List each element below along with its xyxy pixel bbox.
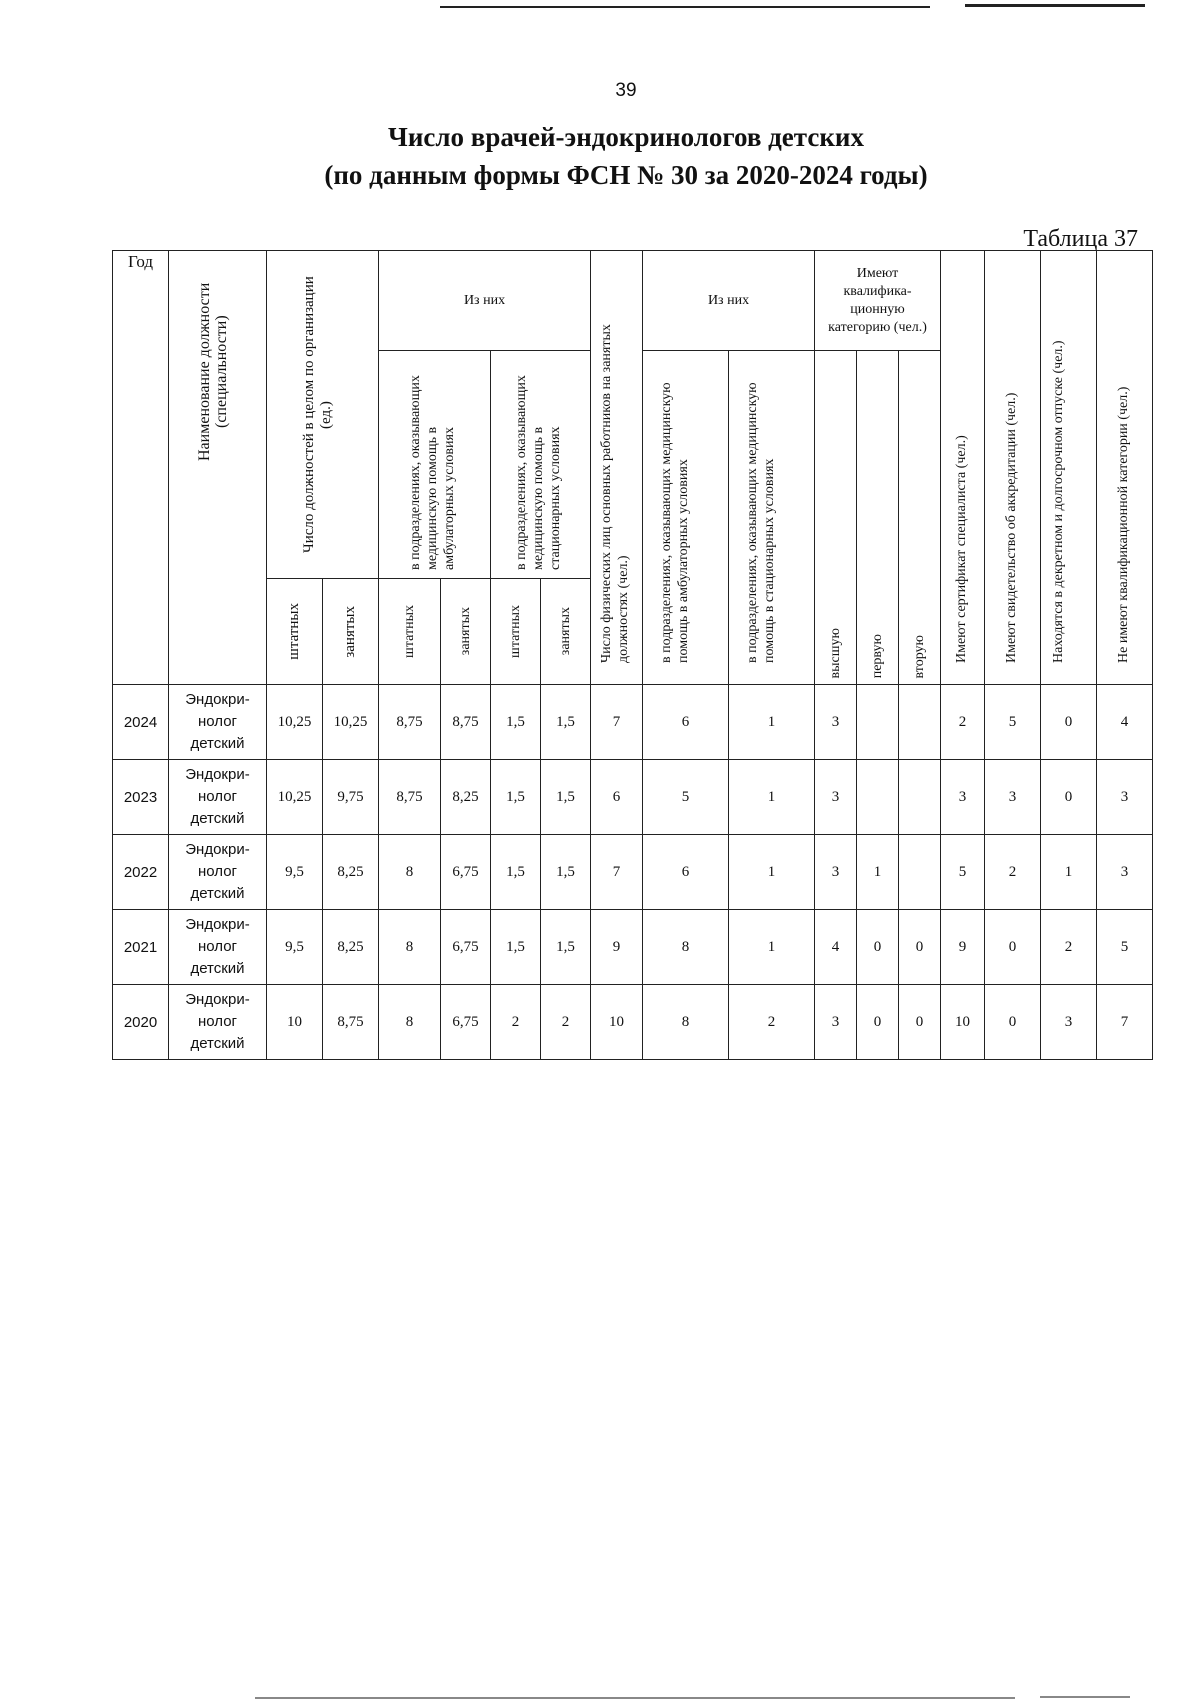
value-cell bbox=[857, 685, 899, 760]
value-cell: 10 bbox=[267, 985, 323, 1060]
value-cell: 10 bbox=[941, 985, 985, 1060]
value-cell: 1,5 bbox=[541, 910, 591, 985]
value-cell: 2 bbox=[729, 985, 815, 1060]
header-highest: высшую bbox=[815, 351, 857, 685]
scan-edge-line bbox=[440, 6, 930, 8]
position-name-cell bbox=[169, 910, 267, 985]
table-row bbox=[113, 985, 1153, 1060]
value-cell: 0 bbox=[857, 910, 899, 985]
value-cell: 0 bbox=[985, 910, 1041, 985]
value-cell: 1,5 bbox=[491, 910, 541, 985]
year-cell: 2020 bbox=[113, 985, 169, 1060]
value-cell bbox=[857, 760, 899, 835]
value-cell: 8,75 bbox=[379, 760, 441, 835]
position-name-cell bbox=[169, 760, 267, 835]
value-cell: 8 bbox=[643, 985, 729, 1060]
header-phys-stationary: в подразделениях, оказывающих медицинскую помощь в стационарных условиях bbox=[729, 351, 815, 685]
value-cell: 0 bbox=[899, 985, 941, 1060]
header-year: Год bbox=[113, 251, 169, 685]
value-cell: 3 bbox=[1041, 985, 1097, 1060]
value-cell bbox=[899, 835, 941, 910]
value-cell: 0 bbox=[1041, 760, 1097, 835]
value-cell: 5 bbox=[941, 835, 985, 910]
value-cell: 7 bbox=[591, 835, 643, 910]
position-name-cell bbox=[169, 985, 267, 1060]
position-name-line: нолог bbox=[197, 1013, 238, 1030]
value-cell: 3 bbox=[985, 760, 1041, 835]
value-cell: 4 bbox=[1097, 685, 1153, 760]
value-cell: 0 bbox=[985, 985, 1041, 1060]
header-accreditation: Имеют свидетельство об аккредитации (чел.) bbox=[985, 251, 1041, 685]
value-cell: 8 bbox=[379, 910, 441, 985]
position-name-line: Эндокри- bbox=[185, 841, 250, 858]
data-table bbox=[112, 250, 1153, 1060]
header-certificate: Имеют сертификат специалиста (чел.) bbox=[941, 251, 985, 685]
value-cell: 5 bbox=[985, 685, 1041, 760]
position-name-line: нолог bbox=[197, 863, 238, 880]
header-stationary: в подразделениях, оказывающих медицинскую помощь в стационарных условиях bbox=[491, 351, 591, 579]
value-cell: 3 bbox=[815, 760, 857, 835]
value-cell: 2 bbox=[941, 685, 985, 760]
value-cell: 1 bbox=[729, 760, 815, 835]
value-cell: 1,5 bbox=[491, 835, 541, 910]
header-second: вторую bbox=[899, 351, 941, 685]
year-cell: 2024 bbox=[113, 685, 169, 760]
value-cell: 7 bbox=[591, 685, 643, 760]
value-cell: 10 bbox=[591, 985, 643, 1060]
scan-edge-line bbox=[965, 4, 1145, 7]
value-cell: 6 bbox=[643, 685, 729, 760]
value-cell: 6,75 bbox=[441, 910, 491, 985]
page-title bbox=[0, 118, 1200, 194]
value-cell: 5 bbox=[1097, 910, 1153, 985]
value-cell: 2 bbox=[985, 835, 1041, 910]
table-label: Таблица 37 bbox=[1023, 226, 1138, 252]
value-cell: 1 bbox=[729, 685, 815, 760]
value-cell: 8 bbox=[643, 910, 729, 985]
position-name-line: нолог bbox=[197, 938, 238, 955]
value-cell: 3 bbox=[815, 985, 857, 1060]
value-cell: 7 bbox=[1097, 985, 1153, 1060]
value-cell: 1 bbox=[1041, 835, 1097, 910]
value-cell: 8,25 bbox=[323, 835, 379, 910]
year-cell: 2021 bbox=[113, 910, 169, 985]
table-row bbox=[113, 910, 1153, 985]
position-name-cell bbox=[169, 835, 267, 910]
position-name-line: Эндокри- bbox=[185, 991, 250, 1008]
value-cell: 8,75 bbox=[379, 685, 441, 760]
header-occupied: занятых bbox=[323, 579, 379, 685]
value-cell: 9,5 bbox=[267, 910, 323, 985]
header-position-name: Наименование должности (специальности) bbox=[169, 251, 267, 685]
value-cell: 1,5 bbox=[491, 760, 541, 835]
value-cell: 3 bbox=[1097, 760, 1153, 835]
header-of-them-1: Из них bbox=[379, 251, 591, 351]
value-cell: 2 bbox=[541, 985, 591, 1060]
header-ambulatory: в подразделениях, оказывающих медицинскую помощь в амбулаторных условиях bbox=[379, 351, 491, 579]
value-cell bbox=[899, 685, 941, 760]
value-cell: 4 bbox=[815, 910, 857, 985]
value-cell: 8 bbox=[379, 835, 441, 910]
table-row bbox=[113, 835, 1153, 910]
position-name-line: детский bbox=[190, 810, 245, 827]
position-name-line: Эндокри- bbox=[185, 691, 250, 708]
value-cell: 0 bbox=[857, 985, 899, 1060]
header-staff: штатных bbox=[379, 579, 441, 685]
value-cell: 1,5 bbox=[541, 685, 591, 760]
value-cell: 3 bbox=[941, 760, 985, 835]
value-cell: 6 bbox=[643, 835, 729, 910]
value-cell: 6,75 bbox=[441, 985, 491, 1060]
header-leave: Находятся в декретном и долгосрочном отпуске (чел.) bbox=[1041, 251, 1097, 685]
value-cell: 6,75 bbox=[441, 835, 491, 910]
year-cell: 2022 bbox=[113, 835, 169, 910]
value-cell bbox=[899, 760, 941, 835]
value-cell: 0 bbox=[1041, 685, 1097, 760]
value-cell: 8,75 bbox=[323, 985, 379, 1060]
position-name-line: нолог bbox=[197, 788, 238, 805]
value-cell: 8,25 bbox=[323, 910, 379, 985]
header-of-them-2: Из них bbox=[643, 251, 815, 351]
value-cell: 1 bbox=[729, 910, 815, 985]
header-first: первую bbox=[857, 351, 899, 685]
title-line-1: Число врачей-эндокринологов детских bbox=[388, 122, 864, 152]
value-cell: 1,5 bbox=[541, 760, 591, 835]
year-cell: 2023 bbox=[113, 760, 169, 835]
value-cell: 8,25 bbox=[441, 760, 491, 835]
position-name-cell bbox=[169, 685, 267, 760]
title-line-2: (по данным формы ФСН № 30 за 2020-2024 годы) bbox=[324, 160, 928, 190]
value-cell: 10,25 bbox=[323, 685, 379, 760]
value-cell: 3 bbox=[815, 685, 857, 760]
value-cell: 8 bbox=[379, 985, 441, 1060]
value-cell: 10,25 bbox=[267, 760, 323, 835]
table-row bbox=[113, 760, 1153, 835]
header-staff: штатных bbox=[491, 579, 541, 685]
value-cell: 9,75 bbox=[323, 760, 379, 835]
header-staff: штатных bbox=[267, 579, 323, 685]
value-cell: 1,5 bbox=[491, 685, 541, 760]
position-name-line: Эндокри- bbox=[185, 766, 250, 783]
header-occupied: занятых bbox=[541, 579, 591, 685]
position-name-line: Эндокри- bbox=[185, 916, 250, 933]
value-cell: 2 bbox=[491, 985, 541, 1060]
header-positions-total: Число должностей в целом по организации (ед.) bbox=[267, 251, 379, 579]
value-cell: 1,5 bbox=[541, 835, 591, 910]
value-cell: 1 bbox=[857, 835, 899, 910]
scan-edge-line bbox=[255, 1697, 1015, 1699]
scan-edge-line bbox=[1040, 1696, 1130, 1698]
position-name-line: детский bbox=[190, 960, 245, 977]
header-occupied: занятых bbox=[441, 579, 491, 685]
position-name-line: детский bbox=[190, 735, 245, 752]
value-cell: 8,75 bbox=[441, 685, 491, 760]
table-row bbox=[113, 685, 1153, 760]
value-cell: 3 bbox=[815, 835, 857, 910]
value-cell: 9,5 bbox=[267, 835, 323, 910]
value-cell: 9 bbox=[941, 910, 985, 985]
header-category: Имеют квалифика-ционную категорию (чел.) bbox=[815, 251, 941, 351]
position-name-line: детский bbox=[190, 1035, 245, 1052]
header-no-category: Не имеют квалификационной категории (чел.) bbox=[1097, 251, 1153, 685]
value-cell: 3 bbox=[1097, 835, 1153, 910]
header-physical-persons: Число физических лиц основных работников на занятых должностях (чел.) bbox=[591, 251, 643, 685]
value-cell: 10,25 bbox=[267, 685, 323, 760]
value-cell: 1 bbox=[729, 835, 815, 910]
value-cell: 0 bbox=[899, 910, 941, 985]
page-number: 39 bbox=[615, 80, 637, 101]
value-cell: 6 bbox=[591, 760, 643, 835]
header-phys-ambulatory: в подразделениях, оказывающих медицинскую помощь в амбулаторных условиях bbox=[643, 351, 729, 685]
value-cell: 9 bbox=[591, 910, 643, 985]
position-name-line: детский bbox=[190, 885, 245, 902]
value-cell: 2 bbox=[1041, 910, 1097, 985]
value-cell: 5 bbox=[643, 760, 729, 835]
position-name-line: нолог bbox=[197, 713, 238, 730]
